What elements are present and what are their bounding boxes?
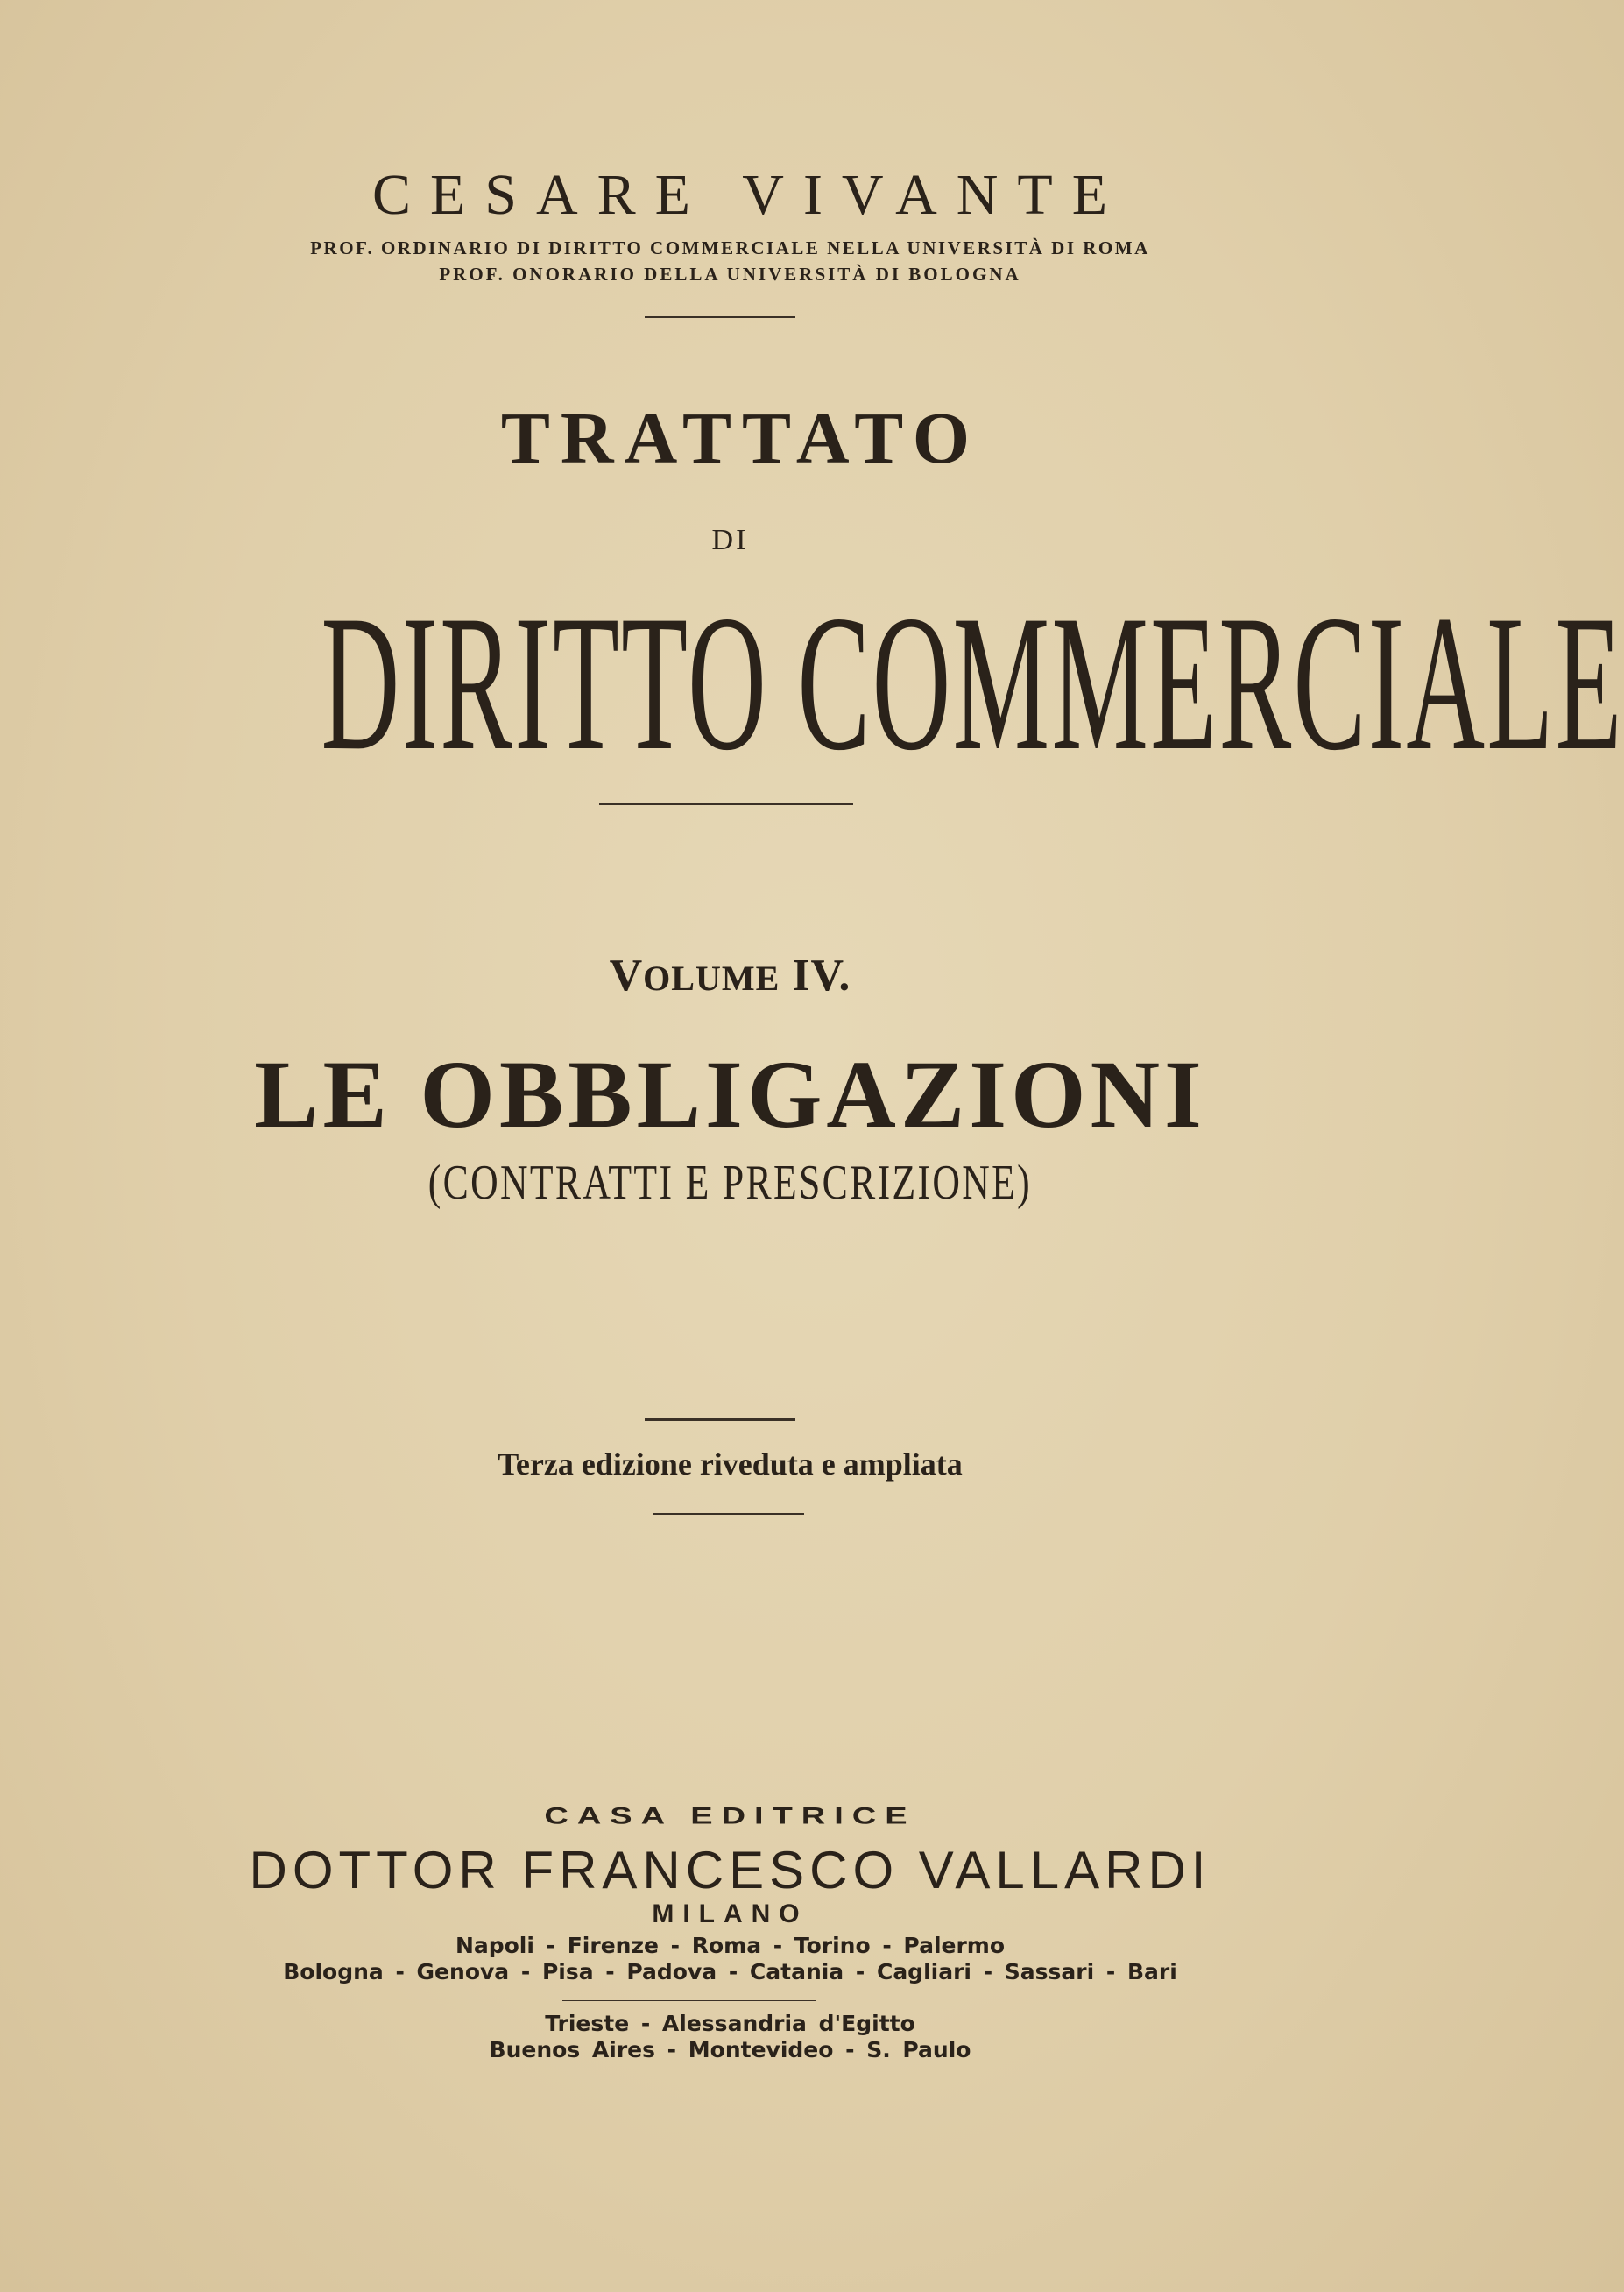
publisher-name: DOTTOR FRANCESCO VALLARDI: [249, 1841, 1211, 1899]
volume-label-initial: V: [609, 951, 644, 1001]
subject-subtitle: (CONTRATTI E PRESCRIZIONE): [427, 1156, 1033, 1210]
subject-title: LE OBBLIGAZIONI: [254, 1041, 1206, 1148]
divider-rule: [645, 316, 795, 318]
divider-rule: [562, 2000, 816, 2001]
divider-rule: [645, 1418, 795, 1421]
publisher-branches-3: Trieste - Alessandria d'Egitto: [545, 2011, 915, 2036]
author-title-2: PROF. ONORARIO DELLA UNIVERSITÀ DI BOLOGNA: [439, 264, 1021, 285]
volume-label: [0, 950, 1460, 1001]
publisher-house-label: CASA EDITRICE: [544, 1803, 916, 1829]
publisher-branches-2: Bologna - Genova - Pisa - Padova - Catania - Cagliari - Sassari - Bari: [283, 1959, 1177, 1984]
publisher-city: MILANO: [652, 1899, 808, 1928]
volume-label-rest: OLUME: [643, 959, 780, 998]
work-title-main: DIRITTO COMMERCIALE: [321, 576, 1624, 791]
divider-rule: [599, 803, 853, 805]
work-title-trattato: TRATTATO: [500, 398, 981, 479]
edition-note: Terza edizione riveduta e ampliata: [498, 1447, 963, 1482]
divider-rule: [653, 1513, 804, 1515]
volume-number: IV.: [792, 951, 851, 1001]
author-title-1: PROF. ORDINARIO DI DIRITTO COMMERCIALE NELLA UNIVERSITÀ DI ROMA: [310, 237, 1150, 258]
publisher-branches-1: Napoli - Firenze - Roma - Torino - Palermo: [455, 1933, 1006, 1958]
author-name: CESARE VIVANTE: [371, 163, 1127, 227]
publisher-branches-4: Buenos Aires - Montevideo - S. Paulo: [489, 2037, 971, 2062]
work-title-di: DI: [711, 524, 749, 556]
